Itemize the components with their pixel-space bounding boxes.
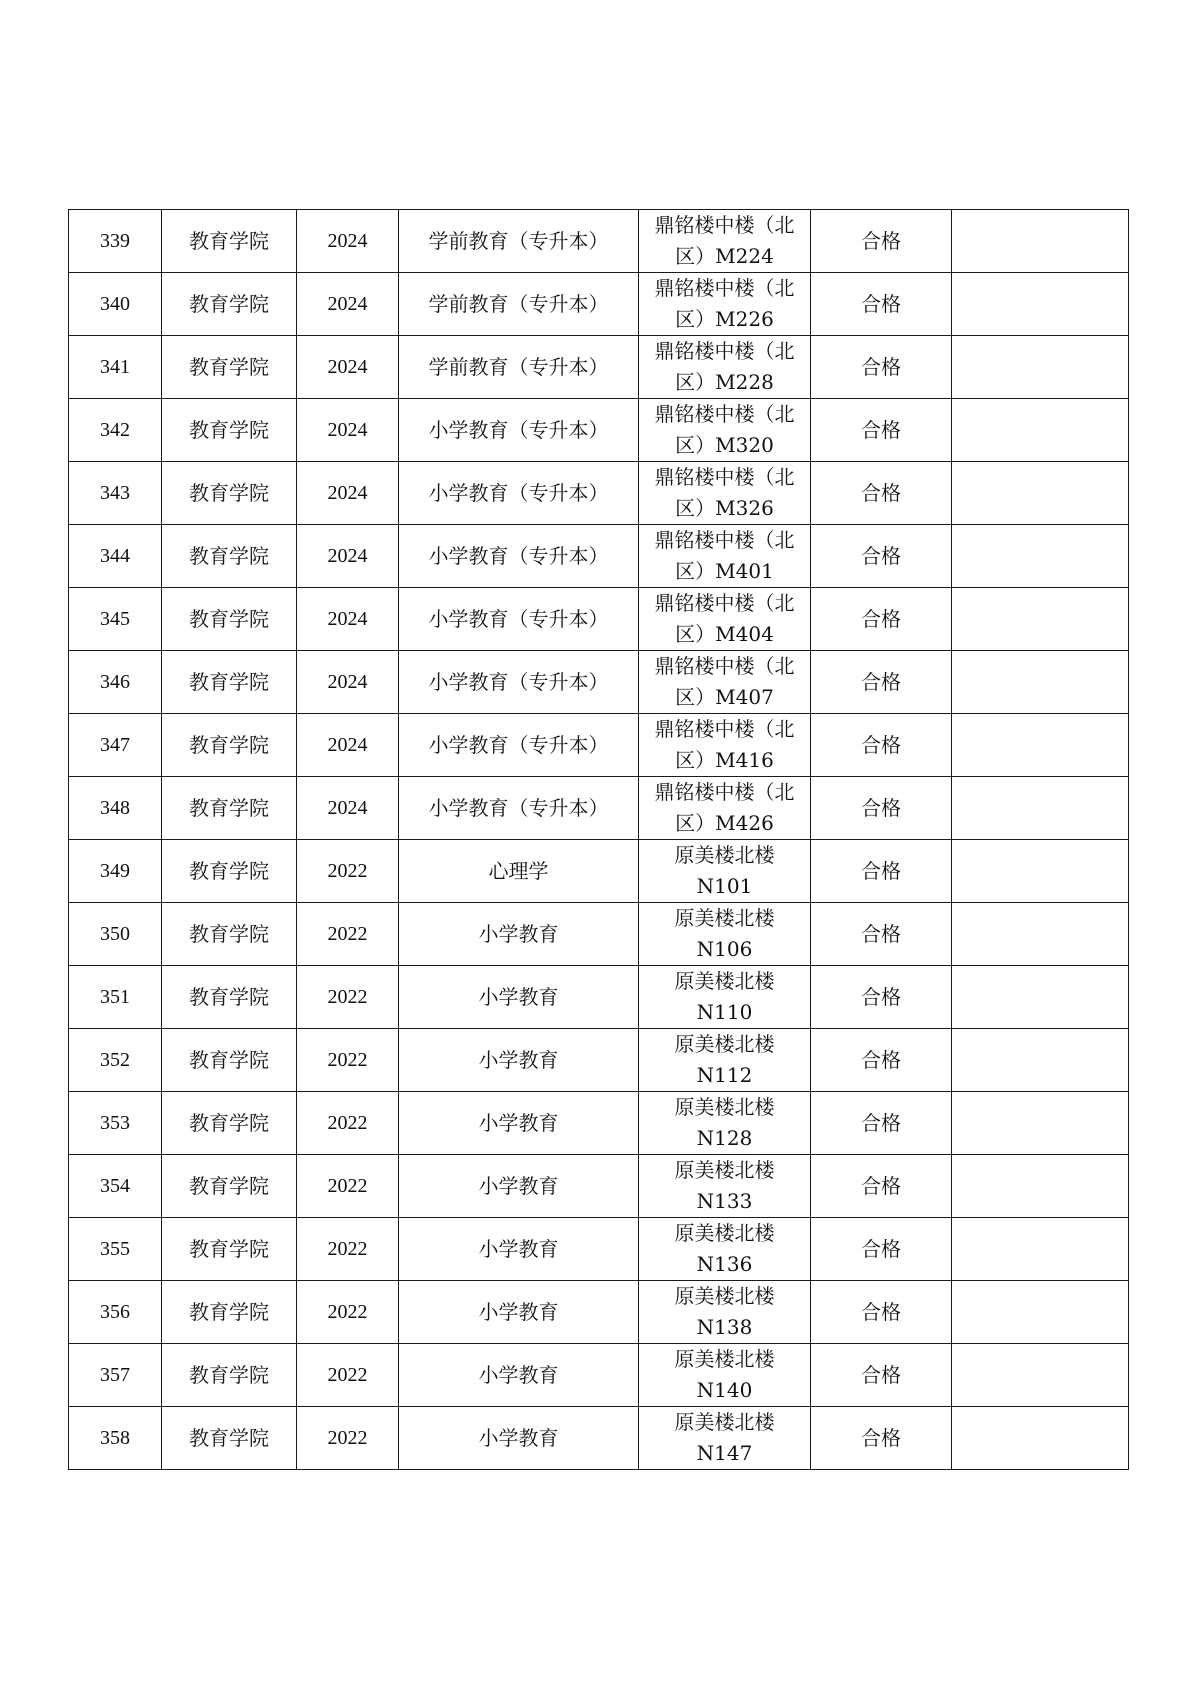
location-line-2: N136 <box>696 1252 753 1276</box>
result-cell: 合格 <box>811 1092 952 1155</box>
remark-cell <box>952 399 1129 462</box>
year-cell: 2024 <box>297 651 399 714</box>
year-cell: 2022 <box>297 1407 399 1470</box>
row-number-cell: 346 <box>69 651 162 714</box>
college-cell: 教育学院 <box>162 1029 297 1092</box>
location-line-1: 原美楼北楼 <box>674 1284 775 1308</box>
location-line-1: 原美楼北楼 <box>674 969 775 993</box>
year-cell: 2022 <box>297 1344 399 1407</box>
college-cell: 教育学院 <box>162 966 297 1029</box>
location-line-1: 鼎铭楼中楼（北 <box>654 591 795 615</box>
location-cell <box>639 399 811 462</box>
remark-cell <box>952 588 1129 651</box>
location-line-1: 原美楼北楼 <box>674 1158 775 1182</box>
college-cell: 教育学院 <box>162 1344 297 1407</box>
location-line-1: 鼎铭楼中楼（北 <box>654 528 795 552</box>
remark-cell <box>952 336 1129 399</box>
year-cell: 2022 <box>297 1092 399 1155</box>
table-row <box>69 966 1129 1029</box>
location-line-1: 鼎铭楼中楼（北 <box>654 654 795 678</box>
college-cell: 教育学院 <box>162 651 297 714</box>
location-line-1: 原美楼北楼 <box>674 1032 775 1056</box>
remark-cell <box>952 1092 1129 1155</box>
remark-cell <box>952 525 1129 588</box>
location-cell <box>639 210 811 273</box>
table-row <box>69 1407 1129 1470</box>
remark-cell <box>952 777 1129 840</box>
location-line-2: N110 <box>696 1000 753 1024</box>
table-row <box>69 1029 1129 1092</box>
location-line-1: 原美楼北楼 <box>674 1221 775 1245</box>
major-cell: 心理学 <box>399 840 639 903</box>
location-cell <box>639 714 811 777</box>
year-cell: 2024 <box>297 588 399 651</box>
row-number-cell: 352 <box>69 1029 162 1092</box>
remark-cell <box>952 1281 1129 1344</box>
location-line-2: N133 <box>696 1189 753 1213</box>
remark-cell <box>952 1218 1129 1281</box>
college-cell: 教育学院 <box>162 210 297 273</box>
result-cell: 合格 <box>811 966 952 1029</box>
year-cell: 2022 <box>297 840 399 903</box>
row-number-cell: 355 <box>69 1218 162 1281</box>
row-number-cell: 340 <box>69 273 162 336</box>
result-cell: 合格 <box>811 336 952 399</box>
table-row <box>69 273 1129 336</box>
major-cell: 小学教育（专升本） <box>399 462 639 525</box>
remark-cell <box>952 840 1129 903</box>
location-line-2: 区）M228 <box>675 370 774 394</box>
location-cell <box>639 840 811 903</box>
location-line-2: 区）M226 <box>675 307 774 331</box>
row-number-cell: 339 <box>69 210 162 273</box>
college-cell: 教育学院 <box>162 1218 297 1281</box>
result-cell: 合格 <box>811 1218 952 1281</box>
row-number-cell: 343 <box>69 462 162 525</box>
major-cell: 小学教育 <box>399 1281 639 1344</box>
college-cell: 教育学院 <box>162 903 297 966</box>
location-line-1: 鼎铭楼中楼（北 <box>654 717 795 741</box>
location-line-1: 原美楼北楼 <box>674 843 775 867</box>
table-row <box>69 336 1129 399</box>
location-line-2: N147 <box>696 1441 753 1465</box>
location-line-1: 鼎铭楼中楼（北 <box>654 780 795 804</box>
result-cell: 合格 <box>811 840 952 903</box>
major-cell: 学前教育（专升本） <box>399 273 639 336</box>
row-number-cell: 347 <box>69 714 162 777</box>
college-cell: 教育学院 <box>162 1092 297 1155</box>
result-cell: 合格 <box>811 1281 952 1344</box>
table-row <box>69 777 1129 840</box>
location-line-1: 原美楼北楼 <box>674 1095 775 1119</box>
location-line-2: N101 <box>696 874 753 898</box>
year-cell: 2022 <box>297 903 399 966</box>
college-cell: 教育学院 <box>162 399 297 462</box>
table-row <box>69 210 1129 273</box>
major-cell: 小学教育（专升本） <box>399 777 639 840</box>
year-cell: 2024 <box>297 273 399 336</box>
table-row <box>69 903 1129 966</box>
location-cell <box>639 273 811 336</box>
major-cell: 学前教育（专升本） <box>399 336 639 399</box>
result-cell: 合格 <box>811 1407 952 1470</box>
location-line-2: N140 <box>696 1378 753 1402</box>
major-cell: 小学教育（专升本） <box>399 651 639 714</box>
remark-cell <box>952 462 1129 525</box>
row-number-cell: 351 <box>69 966 162 1029</box>
result-cell: 合格 <box>811 1029 952 1092</box>
table-row <box>69 525 1129 588</box>
location-cell <box>639 336 811 399</box>
location-line-1: 鼎铭楼中楼（北 <box>654 339 795 363</box>
year-cell: 2022 <box>297 1155 399 1218</box>
year-cell: 2022 <box>297 966 399 1029</box>
location-line-1: 原美楼北楼 <box>674 906 775 930</box>
remark-cell <box>952 210 1129 273</box>
location-line-1: 原美楼北楼 <box>674 1347 775 1371</box>
year-cell: 2024 <box>297 525 399 588</box>
year-cell: 2022 <box>297 1281 399 1344</box>
location-line-2: 区）M224 <box>675 244 774 268</box>
remark-cell <box>952 1155 1129 1218</box>
row-number-cell: 357 <box>69 1344 162 1407</box>
inspection-results-table <box>68 209 1129 1470</box>
location-cell <box>639 1155 811 1218</box>
major-cell: 小学教育 <box>399 903 639 966</box>
remark-cell <box>952 966 1129 1029</box>
row-number-cell: 354 <box>69 1155 162 1218</box>
row-number-cell: 350 <box>69 903 162 966</box>
location-cell <box>639 1218 811 1281</box>
college-cell: 教育学院 <box>162 1281 297 1344</box>
result-cell: 合格 <box>811 651 952 714</box>
year-cell: 2024 <box>297 714 399 777</box>
result-cell: 合格 <box>811 1344 952 1407</box>
location-cell <box>639 1092 811 1155</box>
location-line-1: 鼎铭楼中楼（北 <box>654 276 795 300</box>
location-cell <box>639 1029 811 1092</box>
remark-cell <box>952 1407 1129 1470</box>
location-line-2: 区）M401 <box>675 559 774 583</box>
year-cell: 2022 <box>297 1218 399 1281</box>
location-cell <box>639 525 811 588</box>
year-cell: 2022 <box>297 1029 399 1092</box>
result-cell: 合格 <box>811 903 952 966</box>
row-number-cell: 341 <box>69 336 162 399</box>
location-line-2: 区）M416 <box>675 748 774 772</box>
remark-cell <box>952 651 1129 714</box>
remark-cell <box>952 273 1129 336</box>
location-line-2: 区）M426 <box>675 811 774 835</box>
table-row <box>69 1155 1129 1218</box>
table-row <box>69 1281 1129 1344</box>
table-row <box>69 1218 1129 1281</box>
year-cell: 2024 <box>297 777 399 840</box>
row-number-cell: 345 <box>69 588 162 651</box>
location-line-2: 区）M320 <box>675 433 774 457</box>
remark-cell <box>952 1344 1129 1407</box>
major-cell: 小学教育（专升本） <box>399 525 639 588</box>
location-cell <box>639 903 811 966</box>
table-row <box>69 399 1129 462</box>
location-line-2: N112 <box>696 1063 753 1087</box>
year-cell: 2024 <box>297 210 399 273</box>
college-cell: 教育学院 <box>162 462 297 525</box>
major-cell: 小学教育（专升本） <box>399 714 639 777</box>
table-row <box>69 1344 1129 1407</box>
major-cell: 小学教育（专升本） <box>399 399 639 462</box>
remark-cell <box>952 1029 1129 1092</box>
row-number-cell: 349 <box>69 840 162 903</box>
table-row <box>69 462 1129 525</box>
location-cell <box>639 1407 811 1470</box>
result-cell: 合格 <box>811 525 952 588</box>
major-cell: 小学教育 <box>399 1155 639 1218</box>
major-cell: 小学教育 <box>399 1218 639 1281</box>
location-cell <box>639 777 811 840</box>
row-number-cell: 356 <box>69 1281 162 1344</box>
table-row <box>69 840 1129 903</box>
location-line-2: 区）M407 <box>675 685 774 709</box>
location-line-1: 鼎铭楼中楼（北 <box>654 402 795 426</box>
college-cell: 教育学院 <box>162 1407 297 1470</box>
remark-cell <box>952 714 1129 777</box>
college-cell: 教育学院 <box>162 777 297 840</box>
result-cell: 合格 <box>811 210 952 273</box>
location-line-2: N138 <box>696 1315 753 1339</box>
location-line-1: 鼎铭楼中楼（北 <box>654 213 795 237</box>
location-cell <box>639 966 811 1029</box>
location-cell <box>639 1344 811 1407</box>
table-row <box>69 1092 1129 1155</box>
row-number-cell: 358 <box>69 1407 162 1470</box>
college-cell: 教育学院 <box>162 525 297 588</box>
major-cell: 学前教育（专升本） <box>399 210 639 273</box>
location-cell <box>639 588 811 651</box>
year-cell: 2024 <box>297 336 399 399</box>
row-number-cell: 353 <box>69 1092 162 1155</box>
row-number-cell: 342 <box>69 399 162 462</box>
location-cell <box>639 1281 811 1344</box>
result-cell: 合格 <box>811 399 952 462</box>
table-body <box>69 210 1129 1470</box>
location-cell <box>639 651 811 714</box>
location-line-2: 区）M326 <box>675 496 774 520</box>
major-cell: 小学教育 <box>399 1344 639 1407</box>
major-cell: 小学教育（专升本） <box>399 588 639 651</box>
remark-cell <box>952 903 1129 966</box>
table-row <box>69 714 1129 777</box>
table-row <box>69 651 1129 714</box>
location-line-2: N128 <box>696 1126 753 1150</box>
location-cell <box>639 462 811 525</box>
major-cell: 小学教育 <box>399 1092 639 1155</box>
college-cell: 教育学院 <box>162 1155 297 1218</box>
location-line-2: 区）M404 <box>675 622 774 646</box>
college-cell: 教育学院 <box>162 840 297 903</box>
major-cell: 小学教育 <box>399 1407 639 1470</box>
row-number-cell: 348 <box>69 777 162 840</box>
college-cell: 教育学院 <box>162 714 297 777</box>
year-cell: 2024 <box>297 462 399 525</box>
college-cell: 教育学院 <box>162 273 297 336</box>
college-cell: 教育学院 <box>162 588 297 651</box>
major-cell: 小学教育 <box>399 966 639 1029</box>
result-cell: 合格 <box>811 462 952 525</box>
college-cell: 教育学院 <box>162 336 297 399</box>
result-cell: 合格 <box>811 588 952 651</box>
result-cell: 合格 <box>811 777 952 840</box>
table-row <box>69 588 1129 651</box>
location-line-1: 鼎铭楼中楼（北 <box>654 465 795 489</box>
major-cell: 小学教育 <box>399 1029 639 1092</box>
result-cell: 合格 <box>811 1155 952 1218</box>
result-cell: 合格 <box>811 273 952 336</box>
location-line-1: 原美楼北楼 <box>674 1410 775 1434</box>
year-cell: 2024 <box>297 399 399 462</box>
row-number-cell: 344 <box>69 525 162 588</box>
result-cell: 合格 <box>811 714 952 777</box>
location-line-2: N106 <box>696 937 753 961</box>
